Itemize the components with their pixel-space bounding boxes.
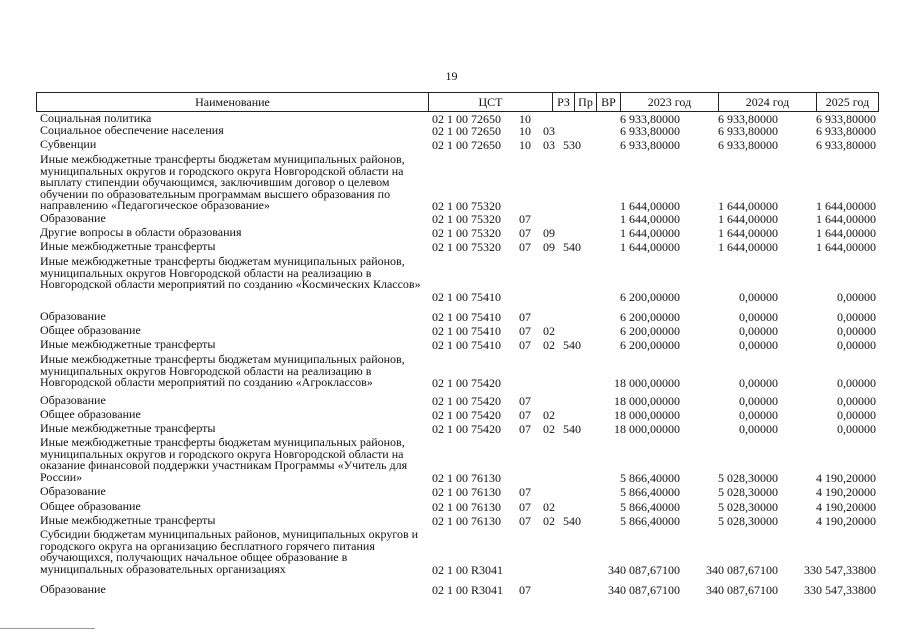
row-vr: 530 bbox=[563, 138, 581, 152]
row-y2024: 5 028,30000 bbox=[718, 470, 778, 485]
row-y2024: 0,00000 bbox=[739, 324, 778, 338]
row-y2023: 6 933,80000 bbox=[620, 124, 680, 138]
row-y2023: 6 933,80000 bbox=[620, 112, 680, 126]
row-y2023: 1 644,00000 bbox=[620, 240, 680, 254]
row-y2025: 6 933,80000 bbox=[816, 112, 876, 126]
row-pr: 03 bbox=[543, 138, 555, 152]
row-y2025: 0,00000 bbox=[837, 408, 876, 422]
row-y2025: 0,00000 bbox=[837, 376, 876, 391]
row-y2025: 0,00000 bbox=[837, 422, 876, 436]
table-header bbox=[36, 92, 879, 112]
row-rz: 07 bbox=[519, 394, 531, 408]
row-name: Общее образование bbox=[40, 323, 141, 337]
row-vr: 540 bbox=[563, 338, 581, 352]
header-2023: 2023 год bbox=[621, 93, 719, 111]
row-y2023: 6 200,00000 bbox=[620, 310, 680, 324]
row-rz: 07 bbox=[519, 485, 531, 499]
row-cst: 02 1 00 76130 bbox=[432, 500, 501, 514]
row-pr: 02 bbox=[543, 338, 555, 352]
row-y2023: 6 200,00000 bbox=[620, 289, 680, 304]
row-pr: 02 bbox=[543, 408, 555, 422]
row-pr: 09 bbox=[543, 240, 555, 254]
row-y2023: 340 087,67100 bbox=[608, 583, 680, 597]
row-cst: 02 1 00 75320 bbox=[432, 212, 501, 226]
row-y2024: 340 087,67100 bbox=[706, 583, 778, 597]
row-y2024: 0,00000 bbox=[739, 408, 778, 422]
row-y2025: 1 644,00000 bbox=[816, 226, 876, 240]
row-y2025: 330 547,33800 bbox=[804, 583, 876, 597]
row-name: Социальная политика bbox=[40, 111, 152, 125]
row-rz: 07 bbox=[519, 583, 531, 597]
header-2025: 2025 год bbox=[825, 95, 870, 109]
row-y2024: 1 644,00000 bbox=[718, 226, 778, 240]
row-cst: 02 1 00 75420 bbox=[432, 394, 501, 408]
row-y2023: 5 866,40000 bbox=[620, 470, 680, 485]
row-y2024: 0,00000 bbox=[739, 394, 778, 408]
row-name: Иные межбюджетные трансферты бюджетам муниципальных районов, муниципальных округов и городского округа Новгородской области на оказание финансовой поддержки участникам Программы «Учитель для России» bbox=[40, 435, 408, 484]
row-y2024: 6 933,80000 bbox=[718, 112, 778, 126]
row-y2025: 0,00000 bbox=[837, 338, 876, 352]
row-name: Иные межбюджетные трансферты bbox=[40, 239, 216, 253]
row-pr: 02 bbox=[543, 324, 555, 338]
row-y2025: 4 190,20000 bbox=[816, 514, 876, 528]
row-cst: 02 1 00 R3041 bbox=[432, 583, 504, 597]
row-y2025: 6 933,80000 bbox=[816, 138, 876, 152]
row-rz: 07 bbox=[519, 310, 531, 324]
row-y2024: 0,00000 bbox=[739, 338, 778, 352]
header-2024: 2024 год bbox=[719, 93, 817, 111]
row-y2025: 1 644,00000 bbox=[816, 212, 876, 226]
row-rz: 07 bbox=[519, 422, 531, 436]
row-name: Образование bbox=[40, 484, 106, 498]
row-y2024: 340 087,67100 bbox=[706, 562, 778, 577]
row-name: Иные межбюджетные трансферты bbox=[40, 513, 216, 527]
row-y2023: 1 644,00000 bbox=[620, 212, 680, 226]
page-number: 19 bbox=[445, 69, 458, 83]
row-rz: 10 bbox=[519, 138, 531, 152]
row-pr: 09 bbox=[543, 226, 555, 240]
row-cst: 02 1 00 R3041 bbox=[432, 562, 504, 577]
row-y2024: 5 028,30000 bbox=[718, 500, 778, 514]
row-y2024: 0,00000 bbox=[739, 422, 778, 436]
row-rz: 07 bbox=[519, 338, 531, 352]
row-rz: 10 bbox=[519, 124, 531, 138]
row-name: Другие вопросы в области образования bbox=[40, 225, 242, 239]
row-name: Иные межбюджетные трансферты бюджетам муниципальных районов, муниципальных округов и городского округа Новгородской области на выплату стипендии обучающимся, заключившим договор о целевом обучении по образовательным программам высшего образования по направлению «Педагогическое образование» bbox=[40, 152, 405, 213]
row-rz: 07 bbox=[519, 212, 531, 226]
row-cst: 02 1 00 75410 bbox=[432, 310, 501, 324]
row-vr: 540 bbox=[563, 422, 581, 436]
row-cst: 02 1 00 75320 bbox=[432, 199, 501, 214]
row-y2023: 18 000,00000 bbox=[614, 394, 680, 408]
row-vr: 540 bbox=[563, 514, 581, 528]
row-rz: 07 bbox=[519, 514, 531, 528]
row-cst: 02 1 00 75320 bbox=[432, 226, 501, 240]
row-cst: 02 1 00 72650 bbox=[432, 138, 501, 152]
header-rz: РЗ bbox=[553, 93, 575, 111]
row-vr: 540 bbox=[563, 240, 581, 254]
row-y2024: 5 028,30000 bbox=[718, 485, 778, 499]
row-y2023: 6 933,80000 bbox=[620, 138, 680, 152]
row-y2025: 1 644,00000 bbox=[816, 240, 876, 254]
row-cst: 02 1 00 76130 bbox=[432, 514, 501, 528]
row-cst: 02 1 00 75420 bbox=[432, 422, 501, 436]
row-y2023: 18 000,00000 bbox=[614, 376, 680, 391]
row-name: Иные межбюджетные трансферты bbox=[40, 421, 216, 435]
row-y2025: 6 933,80000 bbox=[816, 124, 876, 138]
row-cst: 02 1 00 75410 bbox=[432, 324, 501, 338]
row-y2023: 5 866,40000 bbox=[620, 500, 680, 514]
row-pr: 02 bbox=[543, 514, 555, 528]
row-rz: 07 bbox=[519, 500, 531, 514]
row-cst: 02 1 00 76130 bbox=[432, 470, 501, 485]
row-y2024: 0,00000 bbox=[739, 310, 778, 324]
row-pr: 02 bbox=[543, 500, 555, 514]
row-cst: 02 1 00 75410 bbox=[432, 338, 501, 352]
row-name: Образование bbox=[40, 582, 106, 596]
row-rz: 07 bbox=[519, 324, 531, 338]
row-y2025: 1 644,00000 bbox=[816, 199, 876, 214]
row-name: Образование bbox=[40, 309, 106, 323]
row-y2023: 18 000,00000 bbox=[614, 422, 680, 436]
row-pr: 02 bbox=[543, 422, 555, 436]
header-pr: Пр bbox=[575, 93, 597, 111]
row-name: Субвенции bbox=[40, 137, 97, 151]
row-name: Иные межбюджетные трансферты bbox=[40, 337, 216, 351]
header-cst: ЦСТ bbox=[429, 93, 553, 111]
row-name: Образование bbox=[40, 393, 106, 407]
row-rz: 07 bbox=[519, 240, 531, 254]
row-y2023: 6 200,00000 bbox=[620, 338, 680, 352]
row-y2025: 0,00000 bbox=[837, 394, 876, 408]
row-name: Общее образование bbox=[40, 407, 141, 421]
row-y2025: 4 190,20000 bbox=[816, 470, 876, 485]
row-y2025: 4 190,20000 bbox=[816, 485, 876, 499]
row-y2023: 18 000,00000 bbox=[614, 408, 680, 422]
row-cst: 02 1 00 72650 bbox=[432, 124, 501, 138]
row-y2025: 0,00000 bbox=[837, 324, 876, 338]
footer-divider bbox=[0, 628, 95, 629]
row-y2025: 4 190,20000 bbox=[816, 500, 876, 514]
row-cst: 02 1 00 75410 bbox=[432, 289, 501, 304]
row-rz: 10 bbox=[519, 112, 531, 126]
row-name: Иные межбюджетные трансферты бюджетам муниципальных районов, муниципальных округов Новгородской области на реализацию в Новгородской области мероприятий по созданию «Агроклассов» bbox=[40, 352, 405, 390]
row-y2024: 1 644,00000 bbox=[718, 199, 778, 214]
row-y2025: 0,00000 bbox=[837, 310, 876, 324]
row-y2024: 6 933,80000 bbox=[718, 138, 778, 152]
row-y2023: 5 866,40000 bbox=[620, 485, 680, 499]
header-name: Наименование bbox=[37, 93, 429, 111]
row-y2023: 1 644,00000 bbox=[620, 199, 680, 214]
row-name: Образование bbox=[40, 211, 106, 225]
row-y2025: 0,00000 bbox=[837, 289, 876, 304]
row-y2024: 0,00000 bbox=[739, 376, 778, 391]
row-y2024: 0,00000 bbox=[739, 289, 778, 304]
row-cst: 02 1 00 75320 bbox=[432, 240, 501, 254]
row-y2023: 6 200,00000 bbox=[620, 324, 680, 338]
row-y2024: 1 644,00000 bbox=[718, 240, 778, 254]
row-y2024: 5 028,30000 bbox=[718, 514, 778, 528]
row-y2024: 1 644,00000 bbox=[718, 212, 778, 226]
row-cst: 02 1 00 72650 bbox=[432, 112, 501, 126]
row-y2023: 1 644,00000 bbox=[620, 226, 680, 240]
row-cst: 02 1 00 76130 bbox=[432, 485, 501, 499]
row-name: Иные межбюджетные трансферты бюджетам муниципальных районов, муниципальных округов Новгородской области на реализацию в Новгородской области мероприятий по созданию «Космических Классов» bbox=[40, 254, 421, 292]
row-cst: 02 1 00 75420 bbox=[432, 408, 501, 422]
row-name: Социальное обеспечение населения bbox=[40, 123, 224, 137]
row-y2023: 5 866,40000 bbox=[620, 514, 680, 528]
row-name: Субсидии бюджетам муниципальных районов, муниципальных округов и городского округа на организацию бесплатного горячего питания обучающихся, получающих начальное общее образование в муниципальных образовательных организациях bbox=[40, 527, 419, 576]
row-cst: 02 1 00 75420 bbox=[432, 376, 501, 391]
row-y2024: 6 933,80000 bbox=[718, 124, 778, 138]
row-pr: 03 bbox=[543, 124, 555, 138]
row-rz: 07 bbox=[519, 408, 531, 422]
row-y2023: 340 087,67100 bbox=[608, 562, 680, 577]
header-vr: ВР bbox=[597, 93, 621, 111]
row-name: Общее образование bbox=[40, 499, 141, 513]
row-y2025: 330 547,33800 bbox=[804, 562, 876, 577]
row-rz: 07 bbox=[519, 226, 531, 240]
